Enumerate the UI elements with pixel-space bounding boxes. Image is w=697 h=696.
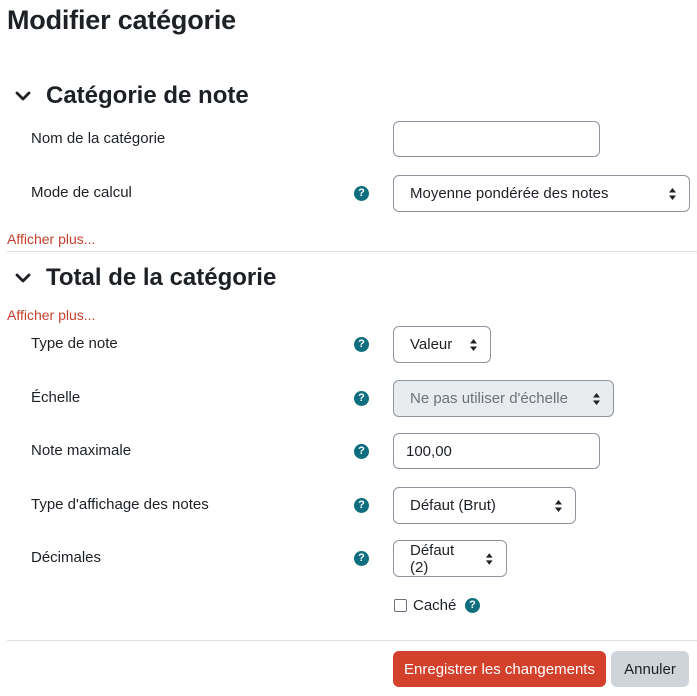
page-title: Modifier catégorie [7, 5, 236, 35]
sort-caret-icon [469, 338, 478, 352]
help-icon[interactable]: ? [354, 337, 369, 352]
scale-label: Échelle [31, 389, 81, 406]
display-type-value: Défaut (Brut) [410, 497, 496, 514]
form-footer-divider [7, 640, 697, 641]
sort-caret-icon [592, 392, 601, 406]
help-icon[interactable]: ? [354, 551, 369, 566]
help-icon[interactable]: ? [354, 391, 369, 406]
decimals-value: Défaut (2) [410, 541, 455, 576]
help-icon[interactable]: ? [465, 598, 480, 613]
save-button[interactable]: Enregistrer les changements [393, 651, 606, 687]
decimals-label: Décimales [31, 549, 102, 566]
scale-select [393, 380, 614, 417]
help-icon[interactable]: ? [354, 498, 369, 513]
max-grade-label: Note maximale [31, 442, 132, 459]
calc-mode-label: Mode de calcul [31, 184, 132, 201]
chevron-down-icon [14, 87, 32, 105]
show-more-link-total[interactable]: Afficher plus... [7, 307, 96, 323]
grade-type-value: Valeur [410, 336, 453, 353]
max-grade-input[interactable] [393, 433, 600, 469]
calc-mode-value: Moyenne pondérée des notes [410, 185, 609, 202]
grade-type-select[interactable] [393, 326, 491, 363]
grade-type-label: Type de note [31, 335, 118, 352]
section-title-total: Total de la catégorie [46, 264, 277, 291]
sort-caret-icon [554, 499, 563, 513]
sort-caret-icon [485, 552, 494, 566]
category-name-input[interactable] [393, 121, 600, 157]
section-divider [7, 251, 697, 252]
display-type-label: Type d'affichage des notes [31, 496, 209, 513]
hidden-checkbox[interactable] [394, 599, 407, 612]
help-icon[interactable]: ? [354, 444, 369, 459]
section-title-category: Catégorie de note [46, 82, 249, 109]
section-toggle-total[interactable] [14, 261, 276, 295]
sort-caret-icon [668, 187, 677, 201]
hidden-label: Caché [413, 597, 457, 614]
calc-mode-select[interactable] [393, 175, 690, 212]
display-type-select[interactable] [393, 487, 576, 524]
help-icon[interactable]: ? [354, 186, 369, 201]
chevron-down-icon [14, 269, 32, 287]
scale-value: Ne pas utiliser d'échelle [410, 390, 568, 407]
section-toggle-category[interactable] [14, 79, 249, 113]
show-more-link-category[interactable]: Afficher plus... [7, 231, 96, 247]
category-name-label: Nom de la catégorie [31, 130, 166, 147]
cancel-button[interactable]: Annuler [611, 651, 689, 687]
decimals-select[interactable] [393, 540, 507, 577]
